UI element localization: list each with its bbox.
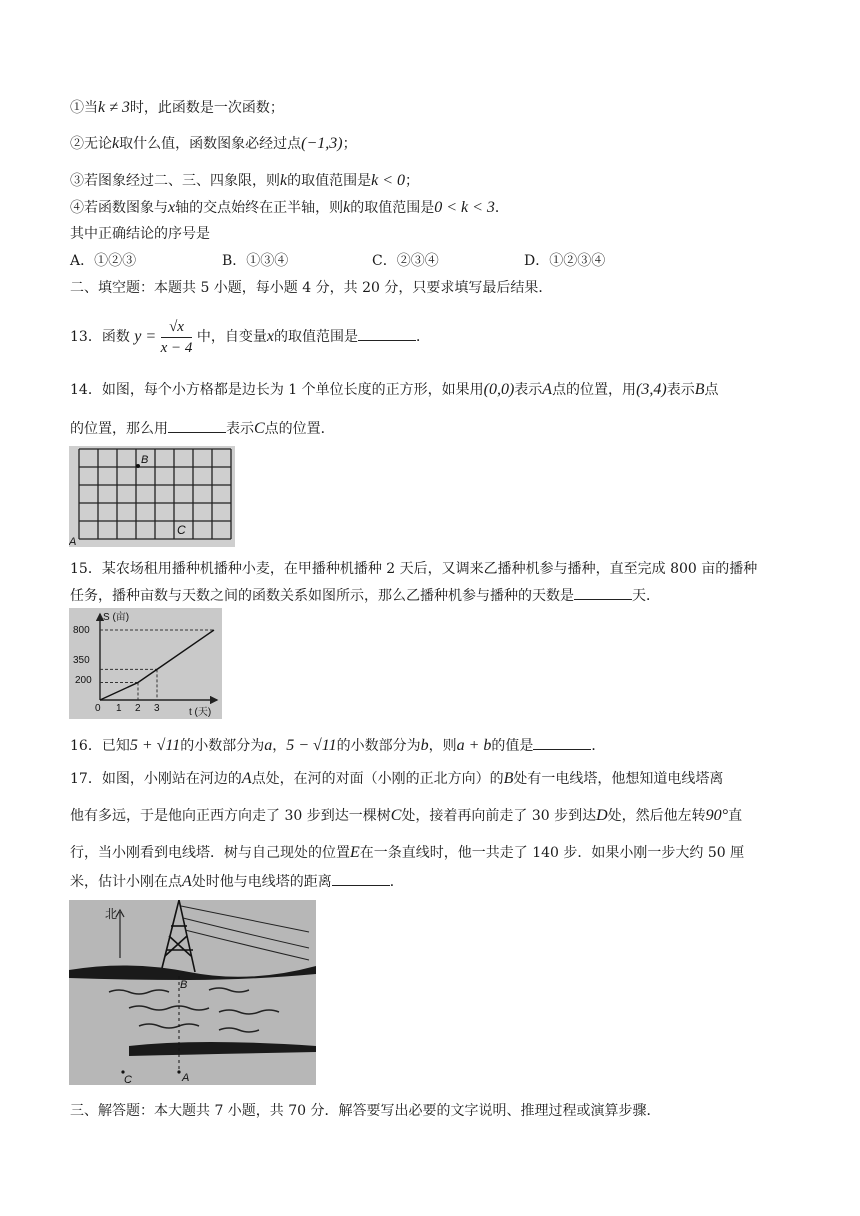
q17-line-4: 米，估计小刚在点A处时他与电线塔的距离 ． [70, 873, 404, 890]
q14-line-2: 的位置，那么用 表示C点的位置． [70, 420, 335, 437]
x-tick-3: 3 [154, 703, 160, 714]
q12-statement-4: ④若函数图象与x轴的交点始终在正半轴，则k的取值范围是0 < k < 3． [70, 199, 509, 216]
q17-line-3: 行，当小刚看到电线塔．树与自己现处的位置E在一条直线时，他一共走了 140 步．如果小刚一步大约 50 厘 [70, 844, 745, 861]
x-tick-2: 2 [135, 703, 141, 714]
option-c: C．②③④ [372, 253, 439, 269]
label-a-17: A [182, 1072, 190, 1084]
q14-grid-figure [69, 446, 235, 547]
q15-chart-svg [69, 608, 222, 719]
q12-options [70, 251, 790, 271]
y-tick-200: 200 [75, 675, 92, 686]
y-tick-350: 350 [73, 655, 90, 666]
x-tick-0: 0 [95, 703, 101, 714]
q17-line-2: 他有多远，于是他向正西方向走了 30 步到达一棵树C处，接着再向前走了 30 步到达D处，然后他左转90°直 [70, 807, 743, 824]
x-axis-label: t (天) [189, 707, 212, 718]
q17-line-1: 17．如图，小刚站在河边的A点处，在河的对面（小刚的正北方向）的B处有一电线塔，他想知道电线塔离 [70, 770, 724, 787]
q16: 16．已知5 + √11的小数部分为a，5 − √11的小数部分为b，则a + b的值是 ． [70, 737, 606, 754]
section-3-heading: 三、解答题：本大题共 7 小题，共 70 分．解答要写出必要的文字说明、推理过程或演算步骤． [70, 1103, 661, 1119]
label-c: C [177, 523, 186, 537]
q12-statement-1: ①当k ≠ 3时，此函数是一次函数； [70, 99, 284, 116]
q15-line-1: 15．某农场租用播种机播种小麦，在甲播种机播种 2 天后，又调来乙播种机参与播种，直至完成 800 亩的播种 [70, 561, 758, 577]
q13: 13．函数 y = $\frac{√x}{x - 4}$ 中，自变量x的取值范围是 ． [70, 318, 430, 356]
q14-grid-svg [69, 446, 235, 547]
north-label: 北 [105, 907, 118, 921]
q12-statement-2: ②无论k取什么值，函数图象必经过点(−1,3)； [70, 135, 357, 152]
label-b: B [141, 454, 149, 466]
q13-answer-blank[interactable] [358, 326, 416, 341]
point-b [136, 464, 140, 468]
label-a: A [69, 536, 77, 547]
q17-answer-blank[interactable] [332, 871, 390, 886]
q13-fraction: $\frac{√x}{x - 4}$ [160, 318, 193, 356]
q14-line-1: 14．如图，每个小方格都是边长为 1 个单位长度的正方形，如果用(0,0)表示A点的位置，用(3,4)表示B点 [70, 381, 719, 398]
q14-answer-blank[interactable] [168, 418, 226, 433]
q15-line-2: 任务，播种亩数与天数之间的函数关系如图所示，那么乙播种机参与播种的天数是 天． [70, 585, 660, 606]
q12-statement-3: ③若图象经过二、三、四象限，则k的取值范围是k < 0； [70, 172, 420, 189]
q17-svg [69, 900, 316, 1085]
option-a: A．①②③ [70, 253, 137, 269]
section-2-heading: 二、填空题：本题共 5 小题，每小题 4 分，共 20 分，只要求填写最后结果． [70, 280, 553, 296]
q12-prompt: 其中正确结论的序号是 [70, 226, 210, 242]
x-tick-1: 1 [116, 703, 122, 714]
option-d: D．①②③④ [524, 253, 606, 269]
q16-answer-blank[interactable] [533, 735, 591, 750]
y-tick-800: 800 [73, 625, 90, 636]
label-b-17: B [180, 979, 188, 991]
q15-answer-blank[interactable] [574, 585, 632, 600]
y-axis-label: S (亩) [103, 612, 130, 623]
label-c-17: C [124, 1074, 132, 1085]
q17-figure [69, 900, 316, 1085]
q15-chart-figure [69, 608, 222, 719]
option-b: B．①③④ [222, 253, 289, 269]
